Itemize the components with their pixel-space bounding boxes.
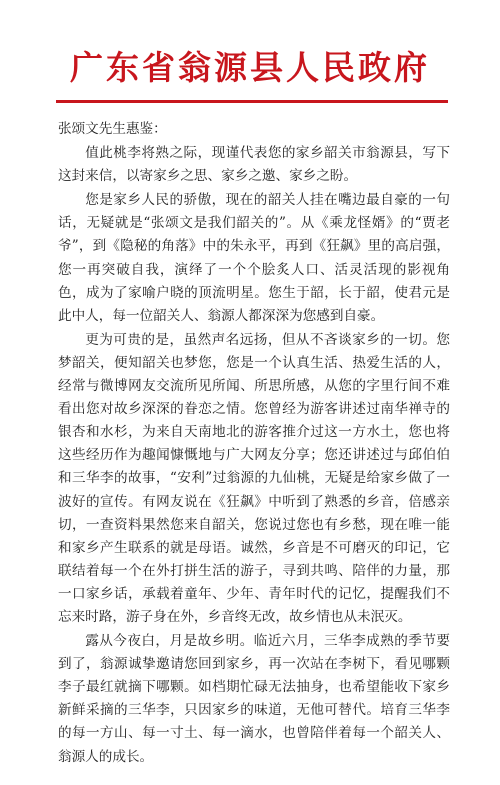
letter-paragraph-1: 值此桃李将熟之际，现谨代表您的家乡韶关市翁源县，写下这封来信，以寄家乡之思、家乡之邀、家乡之盼。: [58, 145, 450, 185]
letterhead-red-rule: [56, 100, 448, 103]
letter-paragraph-4: 露从今夜白，月是故乡明。临近六月，三华李成熟的季节要到了，翁源诚挚邀请您回到家乡，再一次站在李树下，看见哪颗李子最红就摘下哪颗。如档期忙碌无法抽身，也希望能收下家乡新鲜采摘的三华李，只因家乡的味道，无他可替代。培育三华李的每一方山、每一寸土、每一滴水，也曾陪伴着每一个韶关人、翁源人的成长。: [58, 633, 450, 765]
letter-salutation: 张颂文先生惠鉴：: [58, 121, 167, 137]
letter-paragraph-3: 更为可贵的是，虽然声名远扬，但从不吝谈家乡的一切。您梦韶关，便知韶关也梦您，您是一个认真生活、热爱生活的人，经常与微博网友交流所见所闻、所思所感，从您的字里行间不难看出您对故乡深深的眷恋之情。您曾经为游客讲述过南华禅寺的银杏和水杉，为来自天南地北的游客推介过这一方水土，您也将这些经历作为趣闻慷慨地与广大网友分享；您还讲述过与邱伯伯和三华李的故事，“安利”过翁源的九仙桃，无疑是给家乡做了一波好的宣传。有网友说在《狂飙》中听到了熟悉的乡音，倍感亲切，一查资料果然您来自韶关，您说过您也有乡愁，现在唯一能和家乡产生联系的就是母语。诚然，乡音是不可磨灭的印记，它联结着每一个在外打拼生活的游子，寻到共鸣、陪伴的力量，那一口家乡话，承载着童年、少年、青年时代的记忆，提醒我们不忘来时路，游子身在外，乡音终无改，故乡情也从未泯灭。: [58, 331, 450, 625]
letter-paragraph-2: 您是家乡人民的骄傲，现在的韶关人挂在嘴边最自豪的一句话，无疑就是“张颂文是我们韶关的”。从《乘龙怪婿》的“贾老爷”，到《隐秘的角落》中的朱永平，再到《狂飙》里的高启强，您一再突破自我，演绎了一个个脍炙人口、活灵活现的影视角色，成为了家喻户晓的顶流明星。您生于韶，长于韶，使君元是此中人，每一位韶关人、翁源人都深深为您感到自豪。: [58, 192, 450, 324]
letter-body: [58, 118, 450, 769]
government-letterhead-title: 广东省翁源县人民政府: [70, 48, 430, 87]
